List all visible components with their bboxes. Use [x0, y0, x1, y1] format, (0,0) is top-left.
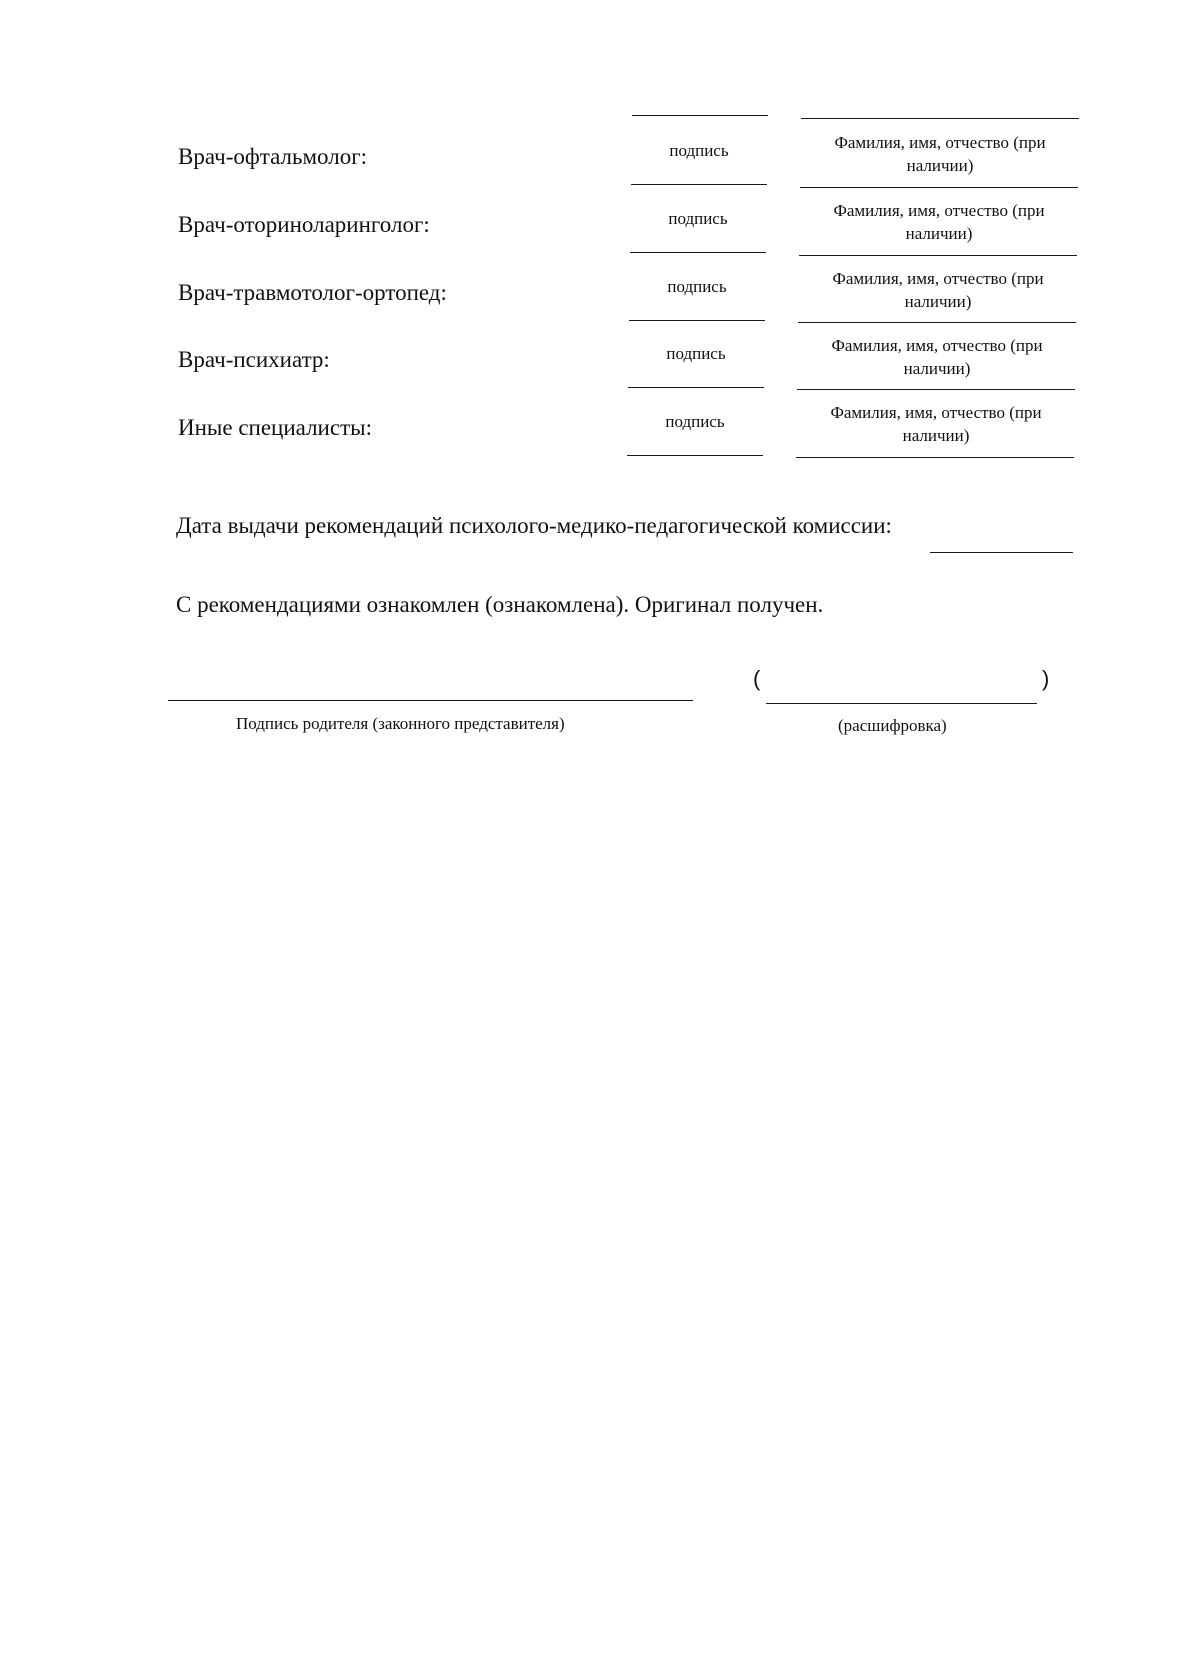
signature-line: [632, 115, 768, 116]
signature-line: [631, 184, 767, 185]
signature-line: [628, 387, 764, 388]
signature-caption: подпись: [669, 141, 729, 160]
full-name-caption: Фамилия, имя, отчество (при наличии): [830, 403, 1042, 445]
specialist-role: Иные специалисты:: [178, 415, 372, 440]
specialist-role: Врач-офтальмолог:: [178, 144, 368, 169]
open-paren: (: [753, 666, 761, 691]
signature-caption: подпись: [667, 277, 727, 296]
signature-line: [629, 320, 765, 321]
full-name-caption: Фамилия, имя, отчество (при наличии): [832, 269, 1044, 311]
specialist-role: Врач-травмотолог-ортопед:: [178, 280, 447, 305]
decoding-line: [766, 703, 1037, 704]
decoding-caption: (расшифровка): [838, 716, 947, 735]
signature-caption: подпись: [666, 344, 726, 363]
signature-line: [630, 252, 766, 253]
signature-caption: подпись: [665, 412, 725, 431]
signature-line: [627, 455, 763, 456]
name-line: [798, 322, 1076, 323]
close-paren: ): [1042, 666, 1050, 691]
name-line: [796, 457, 1074, 458]
acknowledgement-text: С рекомендациями ознакомлен (ознакомлена). Оригинал получен.: [176, 592, 824, 617]
full-name-caption: Фамилия, имя, отчество (при наличии): [834, 133, 1046, 175]
name-line: [797, 389, 1075, 390]
parent-signature-line: [168, 700, 693, 701]
name-line: [799, 255, 1077, 256]
name-line: [800, 187, 1078, 188]
specialist-role: Врач-психиатр:: [178, 347, 330, 372]
issue-date-line: [930, 552, 1073, 553]
full-name-caption: Фамилия, имя, отчество (при наличии): [833, 201, 1045, 243]
full-name-caption: Фамилия, имя, отчество (при наличии): [831, 336, 1043, 378]
name-line: [801, 118, 1079, 119]
issue-date-label: Дата выдачи рекомендаций психолого-медико-педагогической комиссии:: [176, 513, 892, 538]
parent-signature-caption: Подпись родителя (законного представителя): [236, 714, 565, 733]
signature-caption: подпись: [668, 209, 728, 228]
specialist-role: Врач-оториноларинголог:: [178, 212, 430, 237]
